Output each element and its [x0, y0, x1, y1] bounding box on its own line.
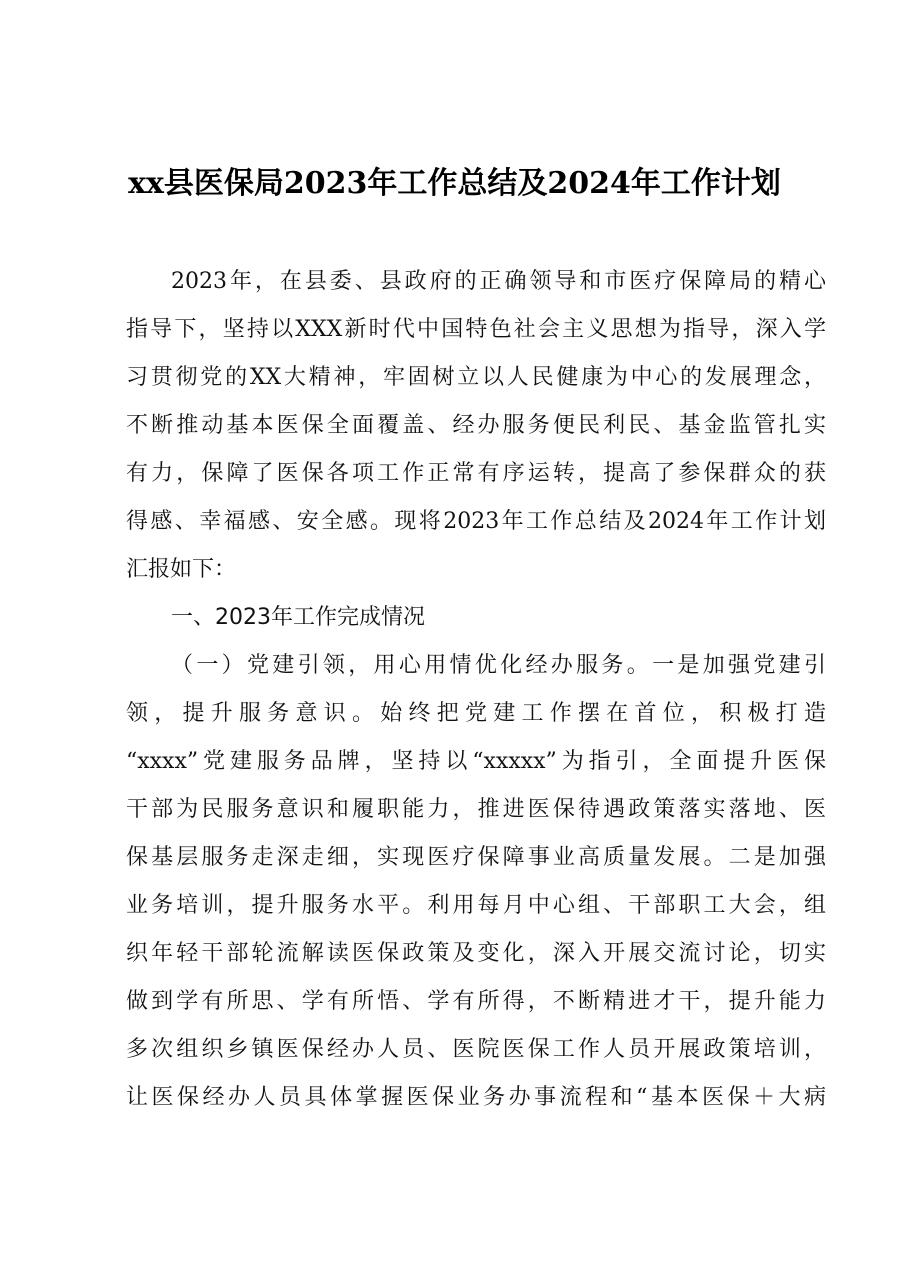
paragraph-line: 做到学有所思、学有所悟、学有所得，不断精进才干，提升能力: [126, 989, 826, 1014]
paragraph-line: 保基层服务走深走细，实现医疗保障事业高质量发展。二是加强: [126, 845, 826, 870]
paragraph-line: 让医保经办人员具体掌握医保业务办事流程和“基本医保＋大病: [126, 1085, 826, 1110]
paragraph-line: 干部为民服务意识和履职能力，推进医保待遇政策落实落地、医: [126, 797, 826, 822]
paragraph-line: 多次组织乡镇医保经办人员、医院医保工作人员开展政策培训，: [126, 1037, 826, 1062]
paragraph-line: “xxxx”党建服务品牌，坚持以“xxxxx”为指引，全面提升医保: [126, 749, 826, 774]
paragraph-line: 业务培训，提升服务水平。利用每月中心组、干部职工大会，组: [126, 893, 826, 918]
paragraph-line: 2023年，在县委、县政府的正确领导和市医疗保障局的精心: [171, 269, 826, 294]
paragraph-line: 习贯彻党的XX大精神，牢固树立以人民健康为中心的发展理念，: [126, 365, 826, 390]
paragraph-line: 不断推动基本医保全面覆盖、经办服务便民利民、基金监管扎实: [126, 413, 826, 438]
document-title: xx县医保局2023年工作总结及2024年工作计划: [128, 166, 781, 201]
paragraph-line: 领，提升服务意识。始终把党建工作摆在首位，积极打造: [126, 701, 826, 726]
paragraph-line: （一）党建引领，用心用情优化经办服务。一是加强党建引: [171, 653, 826, 678]
paragraph-line: 织年轻干部轮流解读医保政策及变化，深入开展交流讨论，切实: [126, 941, 826, 966]
paragraph-line: 有力，保障了医保各项工作正常有序运转，提高了参保群众的获: [126, 461, 826, 486]
section-heading: 一、2023年工作完成情况: [171, 605, 425, 630]
paragraph-line: 得感、幸福感、安全感。现将2023年工作总结及2024年工作计划: [126, 509, 826, 534]
paragraph-line: 指导下，坚持以XXX新时代中国特色社会主义思想为指导，深入学: [126, 317, 826, 342]
paragraph-line: 汇报如下：: [126, 557, 237, 582]
